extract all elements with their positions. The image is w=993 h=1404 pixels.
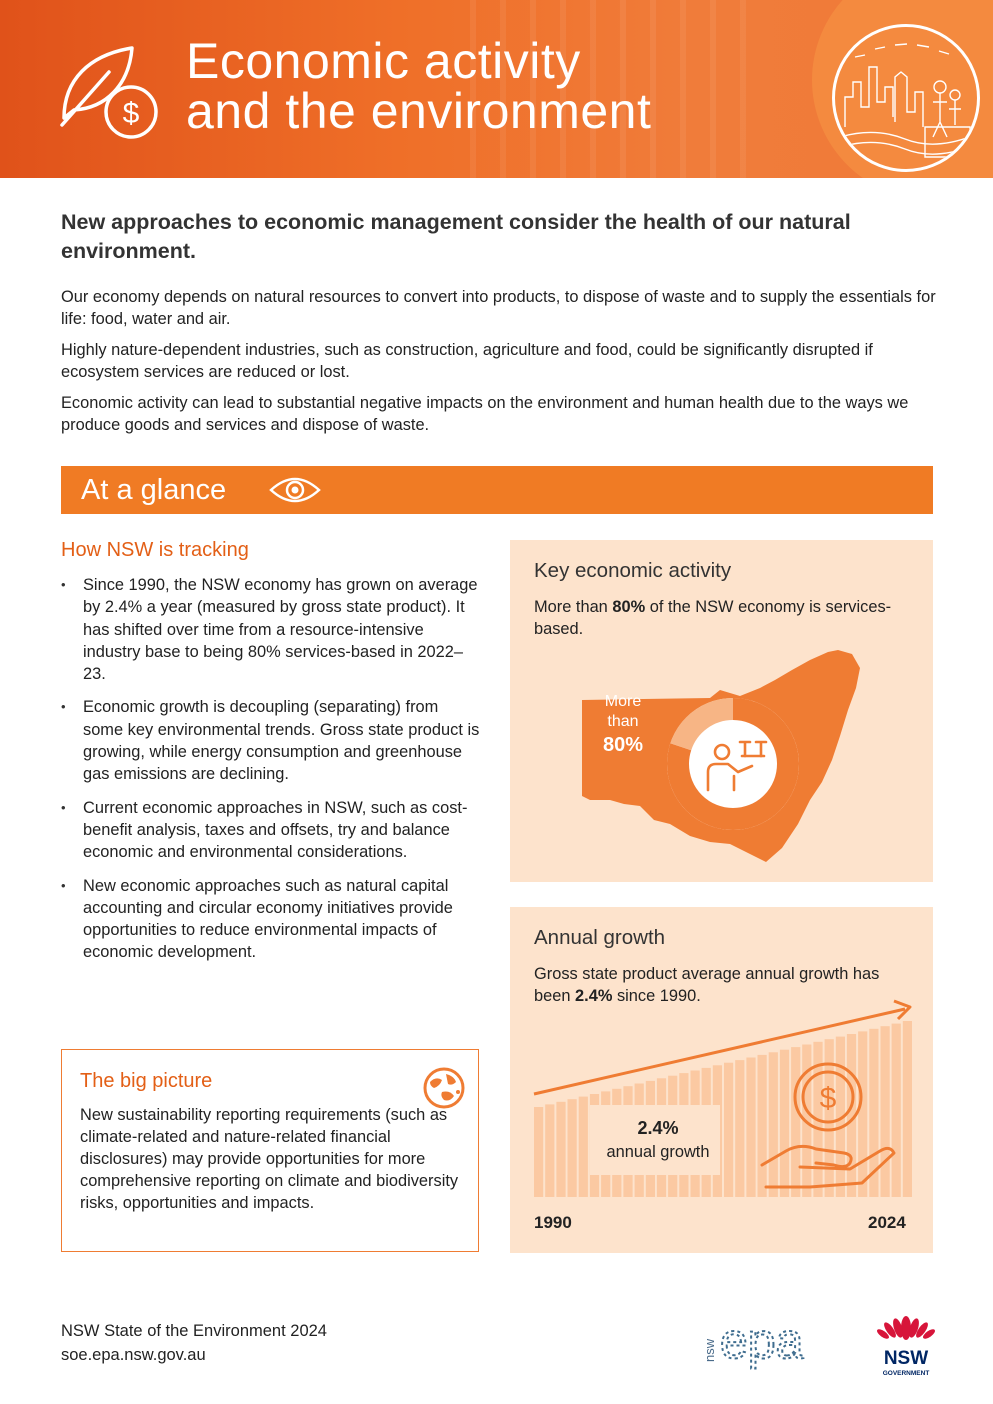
nsw-epa-logo [700,1310,850,1370]
annual-growth-heading: Annual growth [534,926,666,949]
city-artwork-emblem [832,24,980,172]
header-banner [0,0,993,178]
key-activity-text-before: More than [534,598,613,616]
growth-rate: 2.4% [637,1118,679,1138]
growth-bar [568,1099,577,1197]
title-line-1: Economic activity [186,33,581,89]
bullet-text: Current economic approaches in NSW, such as cost-benefit analysis, taxes and offsets, try and balance economic and environmental considerations. [83,798,468,862]
intro-paragraph-3: Economic activity can lead to substantial negative impacts on the environment and human health due to the ways we produce goods and services and dispose of waste. [61,394,909,434]
svg-text:$: $ [122,97,140,130]
bullet-text: Since 1990, the NSW economy has grown on average by 2.4% a year (measured by gross state product). It has shifted over time from a resource-intensive industry base to being 80% services-based in 2022–23. [83,576,478,684]
list-item [61,696,481,785]
leaf-dollar-icon [54,40,164,145]
growth-bar [556,1102,565,1197]
growth-bar [858,1031,867,1197]
key-activity-text-after: of the NSW economy is services-based. [534,598,892,638]
bullet-marker: • [61,799,66,815]
bullet-marker: • [61,877,66,893]
growth-rate-label: annual growth [606,1143,710,1161]
annual-growth-text-before: Gross state product average annual growth has been [534,965,880,1005]
growth-bar [769,1052,778,1197]
dollar-glyph: $ [819,1082,837,1115]
list-item [61,875,481,964]
list-item [61,574,481,685]
waratah-icon [876,1316,937,1340]
growth-bar [758,1055,767,1197]
annual-growth-panel [510,907,933,1253]
bullet-marker: • [61,577,66,592]
big-picture-heading: The big picture [80,1070,213,1092]
growth-graphic [510,987,933,1207]
tracking-bullet-list [61,574,481,975]
at-a-glance-banner [61,466,933,514]
tracking-heading: How NSW is tracking [61,539,249,561]
lead-statement: New approaches to economic management consider the health of our natural environment. [61,210,851,263]
growth-bar [881,1026,890,1197]
growth-bar [735,1060,744,1197]
intro-paragraph-2: Highly nature-dependent industries, such as construction, agriculture and food, could be significantly disrupted if ecosystem services are reduced or lost. [61,341,873,381]
growth-bar [892,1024,901,1197]
year-start: 1990 [534,1213,572,1232]
growth-bar [534,1107,543,1197]
donut-value: 80% [602,734,644,756]
city-artwork-icon [835,27,977,169]
nsw-logo-sub: GOVERNMENT [882,1370,930,1377]
epa-logo-small: nsw [702,1338,717,1362]
page-title [186,33,652,139]
growth-bar [903,1021,912,1197]
key-activity-text-bold: 80% [612,598,646,616]
eye-icon [269,474,321,506]
nsw-government-logo [870,1308,942,1380]
nsw-logo-text: NSW [883,1348,929,1369]
big-picture-text: New sustainability reporting requirements (such as climate-related and nature-related financial disclosures) may provide opportunities for more comprehensive reporting on climate and biodiversity risks, opportunities and impacts. [80,1106,459,1212]
annual-growth-text-bold: 2.4% [575,987,613,1005]
key-activity-heading: Key economic activity [534,559,732,582]
bullet-text: Economic growth is decoupling (separating) from some key environmental trends. Gross state product is growing, while energy consumption and greenhouse gas emissions are declining. [83,698,480,784]
key-activity-panel [510,540,933,882]
footer-title: NSW State of the Environment 2024 [61,1322,327,1340]
growth-bar [791,1047,800,1197]
at-a-glance-title: At a glance [81,474,227,506]
title-line-2: and the environment [186,83,652,139]
growth-label-backdrop [590,1105,720,1175]
bullet-marker: • [61,699,66,715]
footer-url[interactable]: soe.epa.nsw.gov.au [61,1346,206,1364]
annual-growth-text-after: since 1990. [612,987,701,1005]
year-end: 2024 [868,1213,906,1232]
intro-paragraph-1: Our economy depends on natural resources to convert into products, to dispose of waste and to supply the essentials for life: food, water and air. [61,288,936,328]
growth-bar [746,1058,755,1198]
key-activity-text [534,596,914,640]
epa-logo-main: epa [720,1313,804,1369]
big-picture-box [61,1049,479,1252]
growth-bar [780,1050,789,1197]
growth-bar [724,1063,733,1197]
growth-bar [545,1104,554,1197]
bullet-text: New economic approaches such as natural capital accounting and circular economy initiatives provide opportunities to reduce environmental impacts of economic development. [83,876,453,962]
list-item [61,797,481,864]
donut-label: More than [604,693,642,730]
